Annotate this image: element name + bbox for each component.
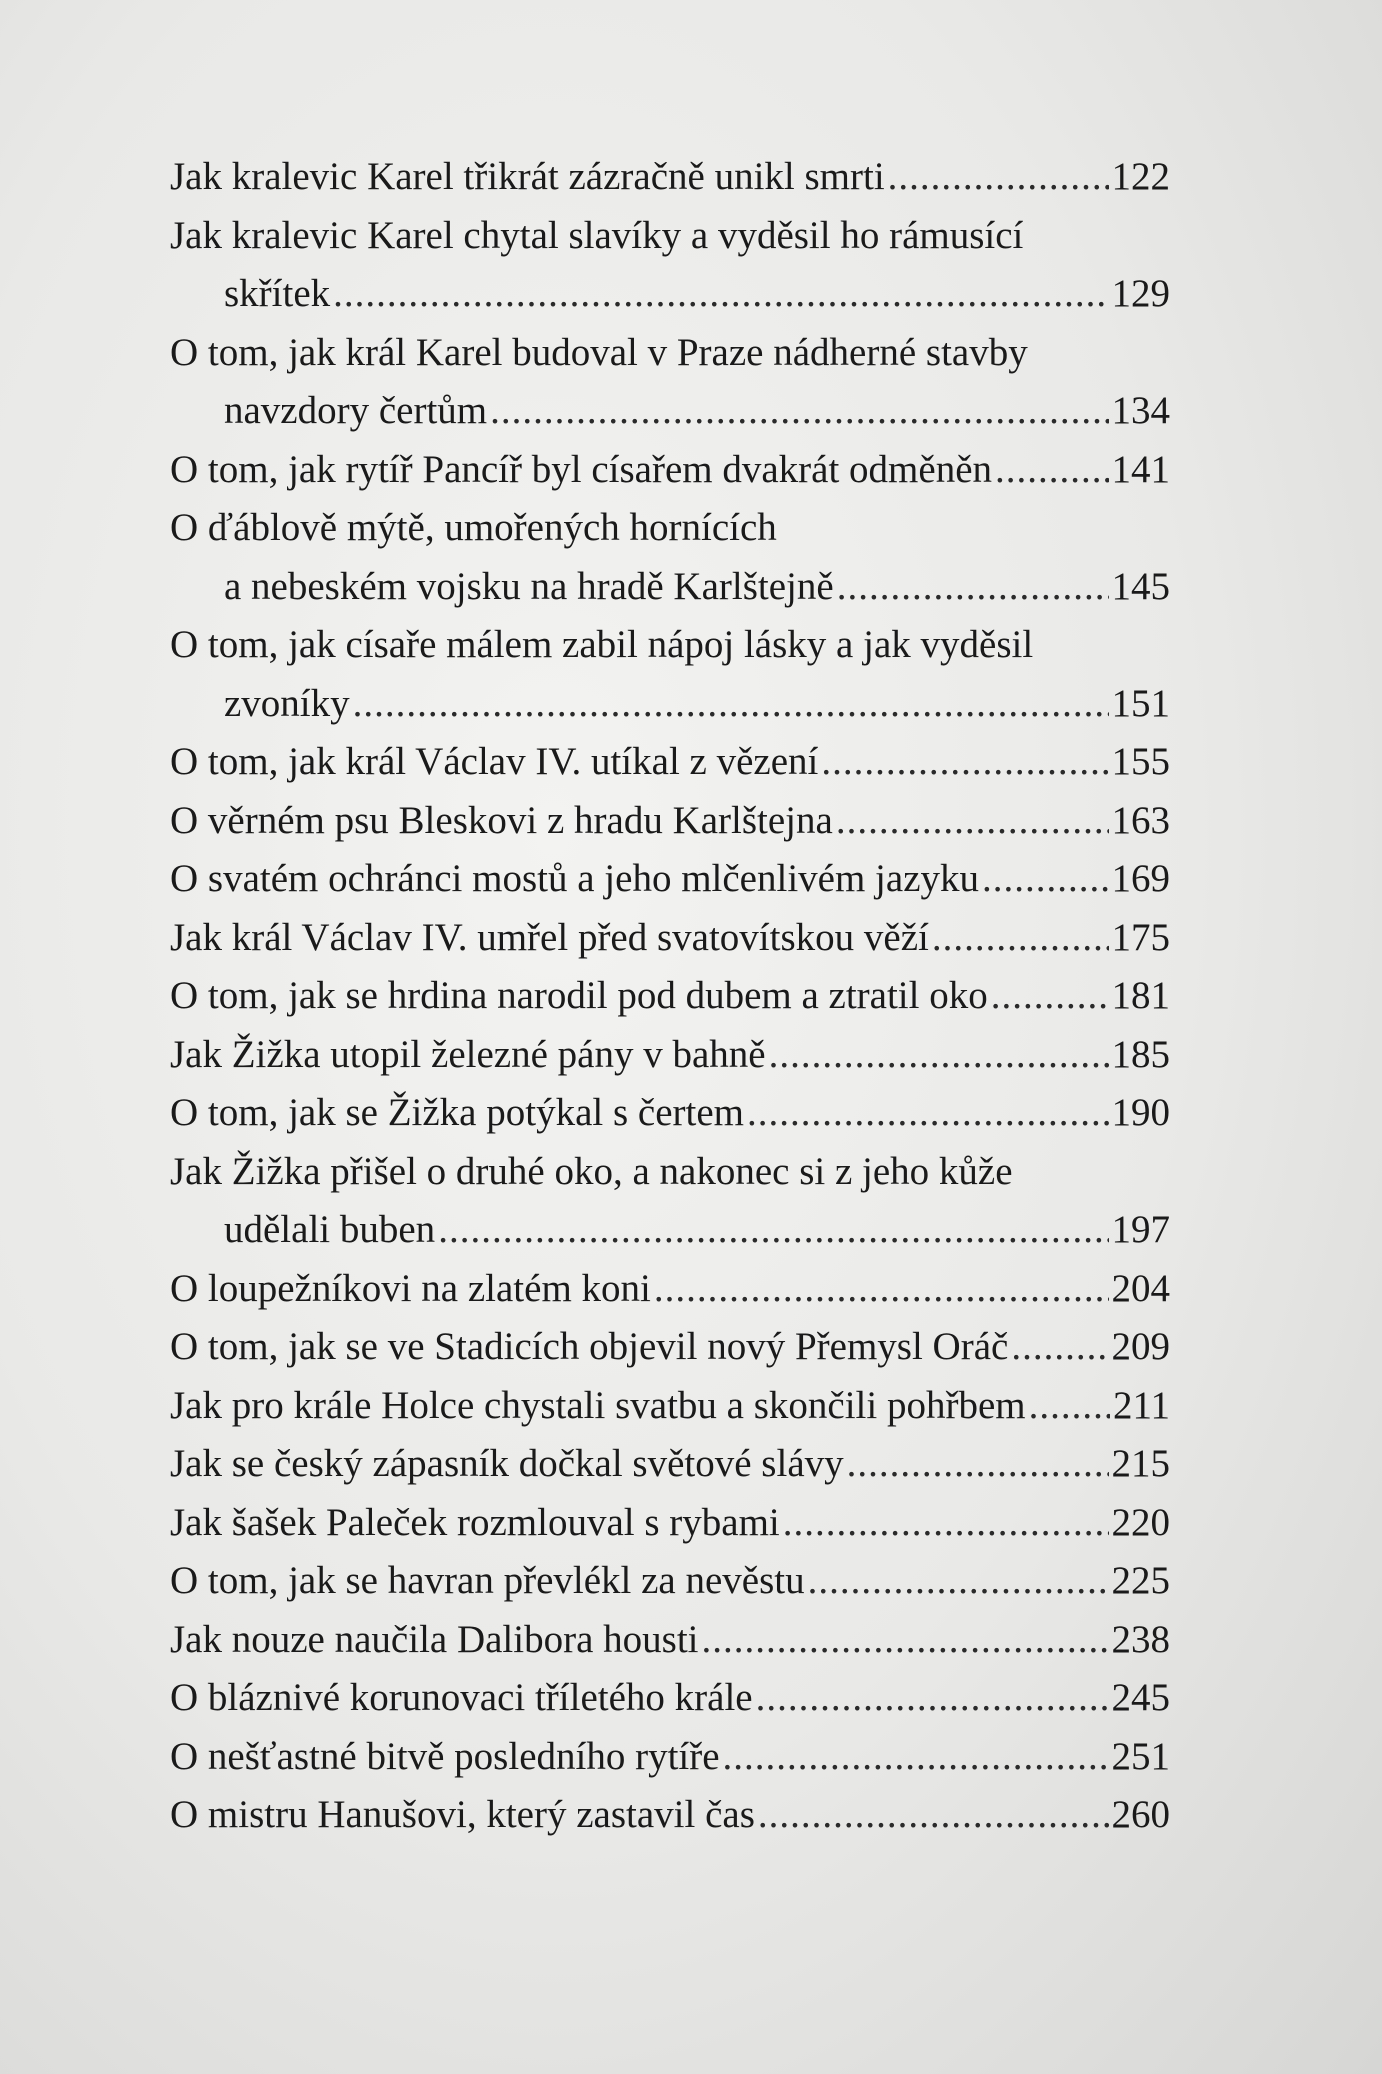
toc-entry-line xyxy=(170,1026,1170,1085)
toc-page-number: 163 xyxy=(1111,798,1170,842)
toc-entry-title-continuation: a nebeském vojsku na hradě Karlštejně xyxy=(224,564,834,608)
toc-entry xyxy=(170,850,1170,909)
toc-entry xyxy=(170,1318,1170,1377)
toc-entry-line xyxy=(170,1786,1170,1845)
toc-entry xyxy=(170,909,1170,968)
toc-entry-line xyxy=(170,558,1170,617)
toc-page-number: 204 xyxy=(1111,1266,1170,1310)
toc-entry-line xyxy=(170,1201,1170,1260)
toc-entry xyxy=(170,1611,1170,1670)
toc-entry-line xyxy=(170,148,1170,207)
dot-leader xyxy=(888,148,1109,207)
toc-page-number: 181 xyxy=(1111,974,1170,1017)
toc-entry-title: O loupežníkovi na zlatém koni xyxy=(170,1266,651,1310)
dot-leader xyxy=(808,1552,1109,1611)
toc-entry xyxy=(170,1786,1170,1845)
toc-entry xyxy=(170,207,1170,324)
toc-entry xyxy=(170,967,1170,1026)
toc-entry-title: O tom, jak se havran převlékl za nevěstu xyxy=(170,1559,805,1602)
toc-entry-line xyxy=(170,382,1170,441)
toc-page-number: 185 xyxy=(1111,1032,1170,1076)
toc-entry-title: O bláznivé korunovaci tříletého krále xyxy=(170,1676,753,1719)
toc-entry-title: Jak se český zápasník dočkal světové slávy xyxy=(170,1442,844,1485)
toc-entry xyxy=(170,148,1170,207)
toc-entry-line xyxy=(170,1318,1170,1377)
toc-entry xyxy=(170,1084,1170,1143)
table-of-contents xyxy=(170,148,1170,1845)
dot-leader xyxy=(758,1786,1109,1845)
toc-entry-line xyxy=(170,1611,1170,1670)
toc-entry-title: Jak Žižka přišel o druhé oko, a nakonec si z jeho kůže xyxy=(170,1149,1013,1193)
toc-entry-title: Jak kralevic Karel chytal slavíky a vyděsil ho rámusící xyxy=(170,213,1024,257)
toc-entry-line xyxy=(170,441,1170,500)
toc-entry-title-continuation: udělali buben xyxy=(224,1208,436,1251)
toc-page-number: 155 xyxy=(1111,740,1170,783)
dot-leader xyxy=(982,850,1108,909)
toc-entry-line xyxy=(170,1084,1170,1143)
toc-entry-line xyxy=(170,967,1170,1026)
toc-entry-line xyxy=(170,1669,1170,1728)
dot-leader xyxy=(438,1201,1108,1260)
toc-page-number: 151 xyxy=(1111,681,1170,725)
toc-entry-title: O tom, jak se ve Stadicích objevil nový Přemysl Oráč xyxy=(170,1325,1009,1368)
toc-page-number: 260 xyxy=(1111,1793,1170,1836)
toc-page-number: 209 xyxy=(1111,1325,1170,1368)
toc-entry-title: O tom, jak král Václav IV. utíkal z vězení xyxy=(170,740,819,783)
toc-entry xyxy=(170,1552,1170,1611)
toc-page-number: 251 xyxy=(1111,1734,1170,1778)
dot-leader xyxy=(783,1494,1109,1553)
dot-leader xyxy=(756,1669,1109,1728)
dot-leader xyxy=(1011,1318,1108,1377)
toc-entry-line xyxy=(170,1260,1170,1319)
toc-entry-title: Jak pro krále Holce chystali svatbu a skončili pohřbem xyxy=(170,1383,1026,1427)
toc-entry xyxy=(170,499,1170,616)
toc-page-number: 220 xyxy=(1111,1500,1170,1544)
dot-leader xyxy=(821,733,1108,792)
toc-entry-title: Jak nouze naučila Dalibora housti xyxy=(170,1617,699,1661)
toc-page-number: 145 xyxy=(1111,564,1170,608)
toc-entry-title: O tom, jak se hrdina narodil pod dubem a ztratil oko xyxy=(170,974,988,1017)
toc-entry-title: Jak král Václav IV. umřel před svatovítskou věží xyxy=(170,915,929,959)
toc-entry-line xyxy=(170,909,1170,968)
toc-entry-title: O svatém ochránci mostů a jeho mlčenlivém jazyku xyxy=(170,857,980,900)
toc-entry-title: Jak kralevic Karel třikrát zázračně unikl smrti xyxy=(170,155,885,198)
toc-entry-title-continuation: navzdory čertům xyxy=(224,389,488,432)
toc-entry-title-continuation: skřítek xyxy=(224,272,331,315)
dot-leader xyxy=(490,382,1108,441)
dot-leader xyxy=(836,792,1109,851)
toc-page-number: 197 xyxy=(1111,1208,1170,1251)
dot-leader xyxy=(769,1026,1109,1085)
toc-page-number: 215 xyxy=(1111,1442,1170,1485)
dot-leader xyxy=(932,909,1109,968)
dot-leader xyxy=(654,1260,1109,1319)
toc-entry xyxy=(170,733,1170,792)
dot-leader xyxy=(995,441,1108,500)
toc-page-number: 134 xyxy=(1111,389,1170,432)
dot-leader xyxy=(723,1728,1109,1787)
toc-entry-title: O ďáblově mýtě, umořených hornících xyxy=(170,506,777,549)
dot-leader xyxy=(333,265,1108,324)
toc-page-number: 141 xyxy=(1111,447,1170,491)
toc-page-number: 169 xyxy=(1111,857,1170,900)
toc-entry xyxy=(170,792,1170,851)
toc-entry-line xyxy=(170,1552,1170,1611)
dot-leader xyxy=(991,967,1109,1026)
toc-entry-title: O nešťastné bitvě posledního rytíře xyxy=(170,1734,720,1778)
toc-entry xyxy=(170,1728,1170,1787)
toc-entry xyxy=(170,616,1170,733)
toc-entry-title: Jak šašek Paleček rozmlouval s rybami xyxy=(170,1500,780,1544)
toc-entry xyxy=(170,1026,1170,1085)
toc-page-number: 238 xyxy=(1111,1617,1170,1661)
dot-leader xyxy=(837,558,1109,617)
toc-page-number: 190 xyxy=(1111,1091,1170,1134)
toc-entry xyxy=(170,1669,1170,1728)
toc-page-number: 129 xyxy=(1111,272,1170,315)
toc-page-number: 225 xyxy=(1111,1559,1170,1602)
toc-entry-line xyxy=(170,792,1170,851)
toc-entry-line xyxy=(170,1377,1170,1436)
toc-page-number: 245 xyxy=(1111,1676,1170,1719)
toc-entry xyxy=(170,1143,1170,1260)
toc-entry xyxy=(170,1260,1170,1319)
toc-page-number: 122 xyxy=(1111,155,1170,198)
toc-entry-line xyxy=(170,1435,1170,1494)
dot-leader xyxy=(702,1611,1109,1670)
toc-entry-title: O tom, jak císaře málem zabil nápoj lásky a jak vyděsil xyxy=(170,623,1034,666)
toc-entry xyxy=(170,1435,1170,1494)
toc-page-number: 211 xyxy=(1112,1383,1170,1427)
toc-entry-line xyxy=(170,1728,1170,1787)
dot-leader xyxy=(353,675,1109,734)
toc-entry-title: O tom, jak král Karel budoval v Praze nádherné stavby xyxy=(170,330,1028,374)
toc-entry-line xyxy=(170,265,1170,324)
toc-entry-title: O tom, jak se Žižka potýkal s čertem xyxy=(170,1091,744,1134)
toc-entry-line xyxy=(170,850,1170,909)
toc-entry xyxy=(170,1494,1170,1553)
toc-entry-title: O mistru Hanušovi, který zastavil čas xyxy=(170,1793,755,1836)
toc-entry-title: O tom, jak rytíř Pancíř byl císařem dvakrát odměněn xyxy=(170,447,993,491)
dot-leader xyxy=(847,1435,1109,1494)
toc-entry xyxy=(170,324,1170,441)
toc-entry-title: Jak Žižka utopil železné pány v bahně xyxy=(170,1032,766,1076)
toc-entry-line xyxy=(170,733,1170,792)
dot-leader xyxy=(1029,1377,1110,1436)
toc-entry-line xyxy=(170,1494,1170,1553)
toc-entry-title-continuation: zvoníky xyxy=(224,681,350,725)
toc-entry-line xyxy=(170,675,1170,734)
toc-entry xyxy=(170,1377,1170,1436)
dot-leader xyxy=(747,1084,1109,1143)
toc-page-number: 175 xyxy=(1111,915,1170,959)
toc-entry xyxy=(170,441,1170,500)
toc-entry-title: O věrném psu Bleskovi z hradu Karlštejna xyxy=(170,798,833,842)
